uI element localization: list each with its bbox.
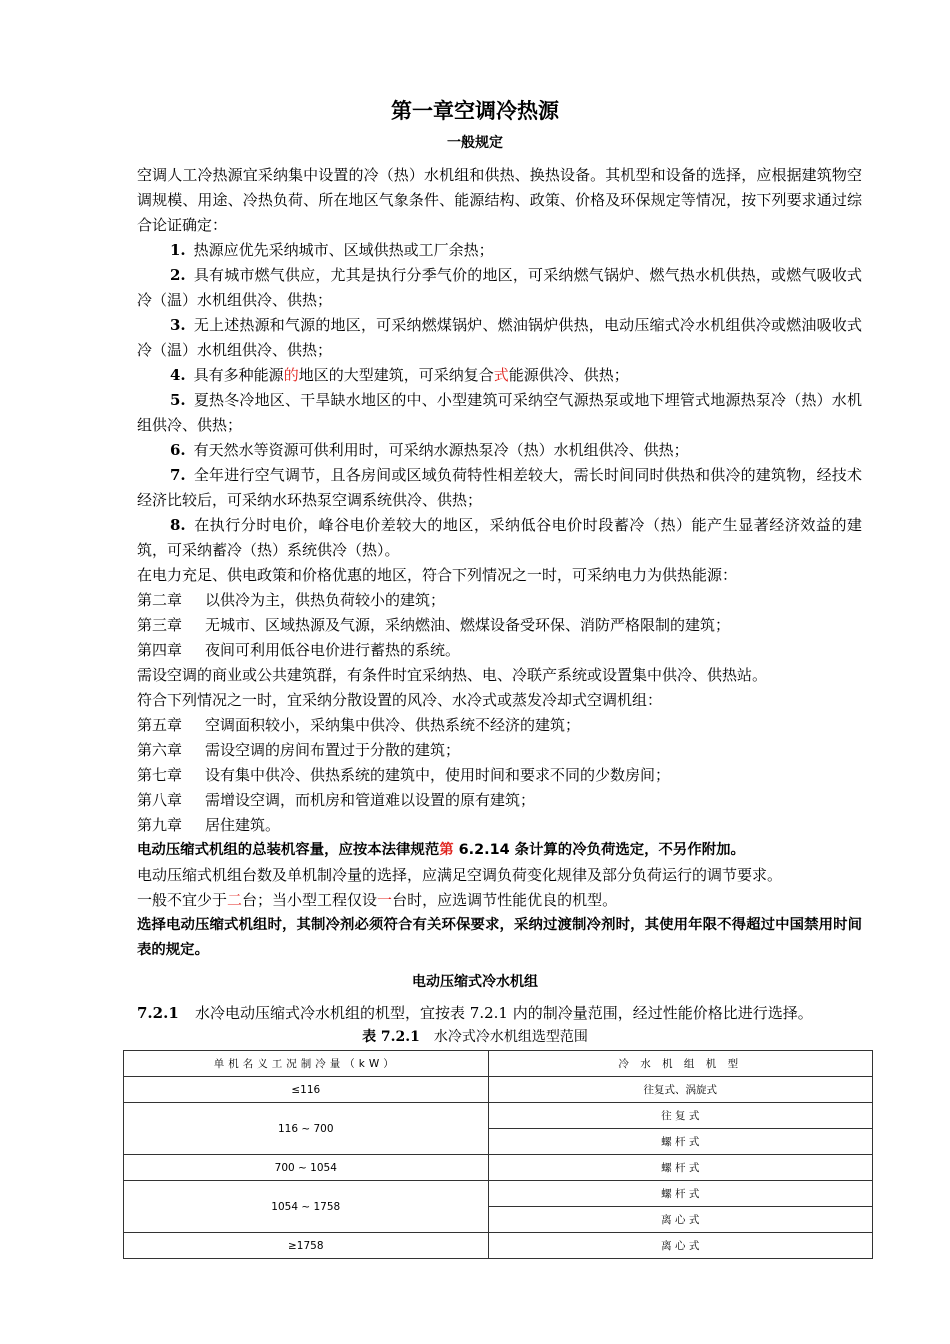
highlighted-char: 的 — [283, 366, 299, 384]
chiller-type-cell: 螺 杆 式 — [488, 1181, 872, 1207]
section-subtitle: 一般规定 — [447, 135, 503, 151]
highlighted-char: 二 — [227, 891, 243, 909]
clause-paragraph — [137, 1001, 877, 1025]
chapter-item — [137, 638, 862, 663]
list-item — [137, 438, 862, 463]
intro-paragraph: 空调人工冷热源宜采纳集中设置的冷（热）水机组和供热、换热设备。其机型和设备的选择，应根据建筑物空调规模、用途、冷热负荷、所在地区气象条件、能源结构、政策、价格及环保规定等情况，按下列要求通过综合论证确定： — [137, 166, 862, 234]
chapter-label: 第四章 — [137, 641, 183, 659]
document-body — [137, 163, 862, 963]
chapter-item — [137, 813, 862, 838]
chapter-text: 以供冷为主，供热负荷较小的建筑； — [205, 591, 446, 609]
chapter-item — [137, 613, 862, 638]
chapter-text: 居住建筑。 — [205, 816, 281, 834]
list-item — [137, 238, 862, 263]
table-caption-text: 水冷式冷水机组选型范围 — [433, 1029, 588, 1045]
chapter-label: 第九章 — [137, 816, 183, 834]
item-number: 4. — [170, 366, 186, 384]
chiller-selection-table — [123, 1050, 873, 1259]
item-text: 全年进行空气调节，且各房间或区域负荷特性相差较大，需长时间同时供热和供冷的建筑物，经技术经济比较后，可采纳水环热泵空调系统供冷、供热； — [137, 466, 862, 509]
highlighted-char: 第 — [439, 842, 454, 858]
item-number: 8. — [170, 516, 186, 534]
chiller-type-cell: 往 复 式 — [488, 1103, 872, 1129]
chapter-item — [137, 763, 862, 788]
chapter-label: 第八章 — [137, 791, 183, 809]
table-row — [124, 1233, 873, 1259]
capacity-range-cell: 700 ~ 1054 — [124, 1155, 489, 1181]
highlighted-char: 一 — [377, 891, 393, 909]
item-text: 在执行分时电价，峰谷电价差较大的地区，采纳低谷电价时段蓄冷（热）能产生显著经济效益的建筑，可采纳蓄冷（热）系统供冷（热）。 — [137, 516, 862, 559]
item-text: 能源供冷、供热； — [508, 366, 629, 384]
highlighted-char: 式 — [493, 366, 509, 384]
list-item — [137, 513, 862, 563]
item-number: 1. — [170, 241, 186, 259]
list-item — [137, 363, 862, 388]
table-header-row — [124, 1051, 873, 1077]
chapter-text: 空调面积较小，采纳集中供冷、供热系统不经济的建筑； — [205, 716, 581, 734]
table-caption-label: 表 7.2.1 — [362, 1029, 420, 1045]
chiller-type-cell: 螺 杆 式 — [488, 1129, 872, 1155]
item-text: 夏热冬冷地区、干旱缺水地区的中、小型建筑可采纳空气源热泵或地下埋管式地源热泵冷（热）水机组供冷、供热； — [137, 391, 862, 434]
table-row — [124, 1077, 873, 1103]
chapter-item — [137, 713, 862, 738]
capacity-paragraph — [137, 838, 862, 863]
units-text: 一般不宜少于 — [137, 891, 228, 909]
list-item — [137, 313, 862, 363]
refrigerant-paragraph: 选择电动压缩式机组时，其制冷剂必须符合有关环保要求，采纳过渡制冷剂时，其使用年限不得超过中国禁用时间表的规定。 — [137, 917, 862, 958]
item-number: 3. — [170, 316, 186, 334]
clause-number: 7.2.1 — [137, 1004, 179, 1022]
electric-intro: 在电力充足、供电政策和价格优惠的地区，符合下列情况之一时，可采纳电力为供热能源： — [137, 566, 738, 584]
table-row — [124, 1155, 873, 1181]
chapter-text: 无城市、区域热源及气源，采纳燃油、燃煤设备受环保、消防严格限制的建筑； — [205, 616, 731, 634]
item-text: 地区的大型建筑，可采纳复合 — [298, 366, 494, 384]
chiller-type-cell: 离 心 式 — [488, 1207, 872, 1233]
chapter-text: 需设空调的房间布置过于分散的建筑； — [205, 741, 461, 759]
capacity-range-cell: ≥1758 — [124, 1233, 489, 1259]
units-paragraph: 电动压缩式机组台数及单机制冷量的选择，应满足空调负荷变化规律及部分负荷运行的调节要求。 — [137, 866, 783, 884]
capacity-range-cell: 116 ~ 700 — [124, 1103, 489, 1155]
chapter-label: 第五章 — [137, 716, 183, 734]
chapter-text: 需增设空调，而机房和管道难以设置的原有建筑； — [205, 791, 536, 809]
capacity-range-cell: 1054 ~ 1758 — [124, 1181, 489, 1233]
item-number: 6. — [170, 441, 186, 459]
table-header-cell: 冷 水 机 组 机 型 — [488, 1051, 872, 1077]
capacity-text: 6.2.14 条计算的冷负荷选定，不另作附加。 — [453, 842, 745, 858]
capacity-text: 电动压缩式机组的总装机容量，应按本法律规范 — [137, 842, 440, 858]
table-row — [124, 1181, 873, 1207]
item-text: 有天然水等资源可供利用时，可采纳水源热泵冷（热）水机组供冷、供热； — [193, 441, 689, 459]
list-item — [137, 388, 862, 438]
item-number: 2. — [170, 266, 186, 284]
item-number: 5. — [170, 391, 186, 409]
section-heading: 电动压缩式冷水机组 — [412, 974, 538, 990]
table-row — [124, 1103, 873, 1129]
chapter-item — [137, 588, 862, 613]
chiller-type-cell: 往复式、涡旋式 — [488, 1077, 872, 1103]
list-item — [137, 263, 862, 313]
chapter-label: 第二章 — [137, 591, 183, 609]
chapter-label: 第六章 — [137, 741, 183, 759]
table-caption — [0, 1026, 950, 1048]
chapter-text: 夜间可利用低谷电价进行蓄热的系统。 — [205, 641, 461, 659]
chapter-label: 第三章 — [137, 616, 183, 634]
item-text: 具有多种能源 — [193, 366, 284, 384]
chapter-label: 第七章 — [137, 766, 183, 784]
capacity-range-cell: ≤116 — [124, 1077, 489, 1103]
item-text: 具有城市燃气供应，尤其是执行分季气价的地区，可采纳燃气锅炉、燃气热水机供热，或燃气吸收式冷（温）水机组供冷、供热； — [137, 266, 862, 309]
chiller-type-cell: 螺 杆 式 — [488, 1155, 872, 1181]
item-text: 热源应优先采纳城市、区域供热或工厂余热； — [193, 241, 494, 259]
units-text: 台时，应选调节性能优良的机型。 — [392, 891, 618, 909]
item-text: 无上述热源和气源的地区，可采纳燃煤锅炉、燃油锅炉供热，电动压缩式冷水机组供冷或燃油吸收式冷（温）水机组供冷、供热； — [137, 316, 862, 359]
clause-text: 水冷电动压缩式冷水机组的机型，宜按表 7.2.1 内的制冷量范围，经过性能价格比进行选择。 — [195, 1004, 813, 1022]
page-title: 第一章空调冷热源 — [391, 99, 559, 123]
table-header-cell: 单机名义工况制冷量（kW） — [124, 1051, 489, 1077]
units-count-paragraph — [137, 888, 862, 913]
chiller-type-cell: 离 心 式 — [488, 1233, 872, 1259]
chapter-item — [137, 738, 862, 763]
combined-paragraph: 需设空调的商业或公共建筑群，有条件时宜采纳热、电、冷联产系统或设置集中供冷、供热站。 — [137, 666, 768, 684]
dispersed-intro: 符合下列情况之一时，宜采纳分散设置的风冷、水冷式或蒸发冷却式空调机组： — [137, 691, 663, 709]
list-item — [137, 463, 862, 513]
units-text: 台；当小型工程仅设 — [242, 891, 378, 909]
chapter-item — [137, 788, 862, 813]
item-number: 7. — [170, 466, 186, 484]
chapter-text: 设有集中供冷、供热系统的建筑中，使用时间和要求不同的少数房间； — [205, 766, 671, 784]
